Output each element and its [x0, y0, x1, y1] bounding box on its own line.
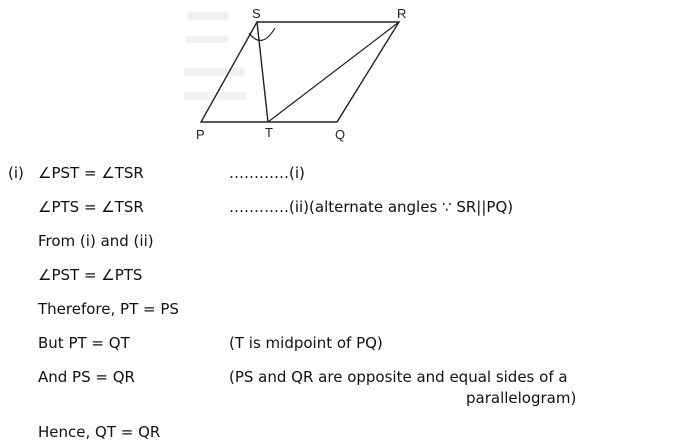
segment-tr [268, 22, 399, 122]
vertex-label-r: R [397, 6, 407, 21]
proof-reason-1: …………(i) [229, 164, 305, 182]
proof-statement-4: ∠PST = ∠PTS [38, 266, 143, 284]
proof-statement-8: Hence, QT = QR [38, 423, 161, 441]
scan-smudge [184, 12, 246, 100]
vertex-label-q: Q [335, 127, 346, 142]
proof-reason-2: …………(ii)(alternate angles ∵ SR||PQ) [229, 198, 514, 216]
proof-reason-6: (T is midpoint of PQ) [229, 334, 383, 352]
proof-reason-7-continued: parallelogram) [466, 389, 577, 407]
segment-st [257, 22, 268, 122]
vertex-label-s: S [252, 6, 261, 21]
proof-statement-2: ∠PTS = ∠TSR [38, 198, 144, 216]
part-number: (i) [8, 164, 24, 182]
proof-statement-1: ∠PST = ∠TSR [38, 164, 144, 182]
proof-reason-7: (PS and QR are opposite and equal sides of a [229, 368, 568, 386]
proof-statement-6: But PT = QT [38, 334, 130, 352]
vertex-label-t: T [265, 125, 273, 140]
vertex-label-p: P [196, 127, 205, 142]
proof-statement-3: From (i) and (ii) [38, 232, 154, 250]
proof-statement-7: And PS = QR [38, 368, 135, 386]
proof-statement-5: Therefore, PT = PS [38, 300, 179, 318]
